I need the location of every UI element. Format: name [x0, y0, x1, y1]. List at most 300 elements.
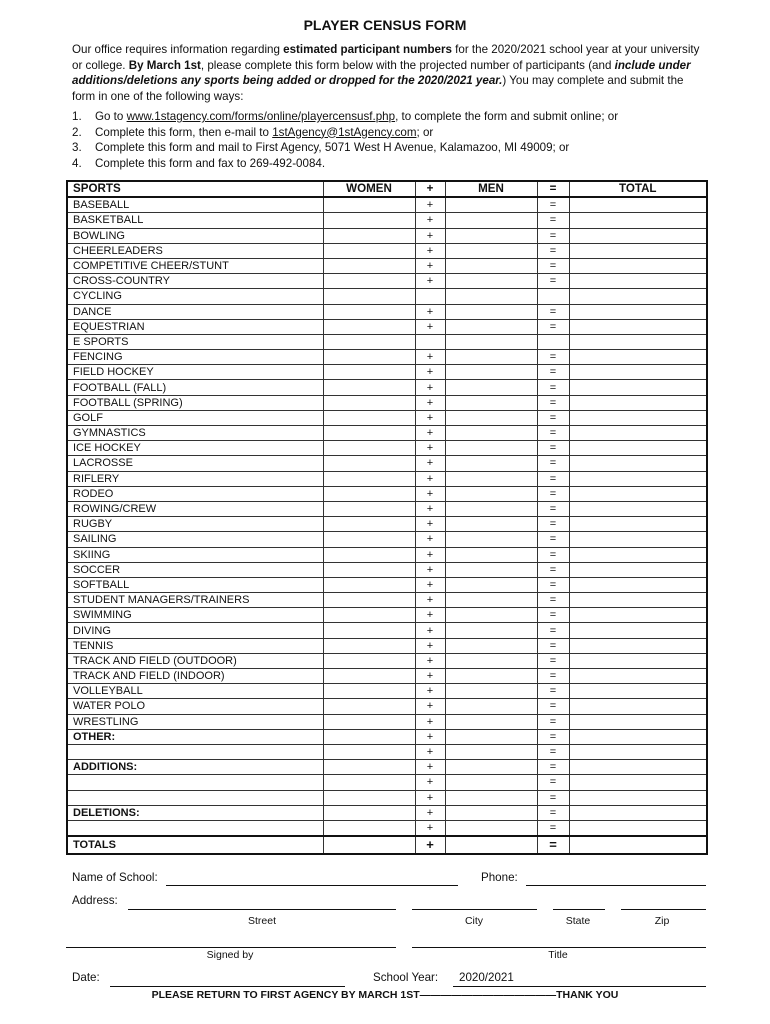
plus-sign: [415, 289, 445, 304]
total-count-cell[interactable]: [569, 593, 707, 608]
women-count-cell[interactable]: [323, 456, 415, 471]
men-count-cell[interactable]: [445, 258, 537, 273]
table-row: [67, 213, 707, 228]
sport-name-cell: LACROSSE: [67, 456, 323, 471]
table-header-row: [67, 181, 707, 197]
table-row: [67, 350, 707, 365]
plus-sign: +: [415, 790, 445, 805]
women-count-cell[interactable]: [323, 228, 415, 243]
sport-name-cell: ROWING/CREW: [67, 501, 323, 516]
plus-sign: +: [415, 699, 445, 714]
sport-name-cell: FENCING: [67, 350, 323, 365]
table-row: [67, 471, 707, 486]
sport-name-cell: [67, 744, 323, 759]
plus-sign: +: [415, 805, 445, 820]
men-count-cell[interactable]: [445, 213, 537, 228]
intro-text-4: ) You may complete and submit the form in one of the following ways:: [72, 74, 684, 103]
equals-sign: =: [537, 213, 569, 228]
women-count-cell[interactable]: [323, 365, 415, 380]
men-count-cell[interactable]: [445, 365, 537, 380]
state-field[interactable]: [553, 909, 605, 910]
title-field[interactable]: [412, 947, 706, 948]
form-title: PLAYER CENSUS FORM: [303, 17, 467, 33]
total-count-cell[interactable]: [569, 243, 707, 258]
equals-sign: =: [537, 532, 569, 547]
school-name-label: Name of School:: [72, 871, 158, 884]
plus-sign: +: [415, 243, 445, 258]
men-count-cell[interactable]: [445, 729, 537, 744]
total-count-cell[interactable]: [569, 486, 707, 501]
table-row: [67, 638, 707, 653]
total-count-cell[interactable]: [569, 684, 707, 699]
total-count-cell[interactable]: [569, 517, 707, 532]
sport-name-cell: SOCCER: [67, 562, 323, 577]
plus-sign: +: [415, 562, 445, 577]
women-count-cell[interactable]: [323, 729, 415, 744]
plus-sign: +: [415, 623, 445, 638]
total-count-cell[interactable]: [569, 669, 707, 684]
plus-sign: +: [415, 258, 445, 273]
women-count-cell[interactable]: [323, 486, 415, 501]
plus-sign: +: [415, 608, 445, 623]
women-count-cell[interactable]: [323, 501, 415, 516]
table-row: [67, 243, 707, 258]
equals-sign: =: [537, 243, 569, 258]
sport-name-cell: VOLLEYBALL: [67, 684, 323, 699]
total-count-cell[interactable]: [569, 213, 707, 228]
list-number: 2.: [72, 125, 82, 139]
total-count-cell[interactable]: [569, 304, 707, 319]
list-number: 3.: [72, 141, 82, 154]
header-sports: SPORTS: [67, 181, 323, 197]
table-row: [67, 729, 707, 744]
women-count-cell[interactable]: [323, 532, 415, 547]
header-equals: =: [537, 181, 569, 197]
women-count-cell[interactable]: [323, 319, 415, 334]
equals-sign: =: [537, 365, 569, 380]
plus-sign: +: [415, 760, 445, 775]
total-count-cell[interactable]: [569, 350, 707, 365]
sport-name-cell: CROSS-COUNTRY: [67, 274, 323, 289]
sport-name-cell: SAILING: [67, 532, 323, 547]
table-row: [67, 714, 707, 729]
men-count-cell[interactable]: [445, 593, 537, 608]
plus-sign: +: [415, 304, 445, 319]
women-count-cell[interactable]: [323, 334, 415, 349]
women-count-cell[interactable]: [323, 289, 415, 304]
women-count-cell[interactable]: [323, 517, 415, 532]
women-count-cell[interactable]: [323, 243, 415, 258]
plus-sign: +: [415, 653, 445, 668]
women-total-cell[interactable]: [323, 836, 415, 854]
table-row: [67, 197, 707, 213]
equals-sign: =: [537, 760, 569, 775]
men-count-cell[interactable]: [445, 562, 537, 577]
total-count-cell[interactable]: [569, 501, 707, 516]
total-count-cell[interactable]: [569, 334, 707, 349]
table-row: [67, 562, 707, 577]
phone-label: Phone:: [481, 871, 518, 884]
men-total-cell[interactable]: [445, 836, 537, 854]
total-count-cell[interactable]: [569, 562, 707, 577]
men-count-cell[interactable]: [445, 577, 537, 592]
plus-sign: +: [415, 684, 445, 699]
women-count-cell[interactable]: [323, 669, 415, 684]
plus-sign: +: [415, 410, 445, 425]
plus-sign: +: [415, 274, 445, 289]
equals-sign: =: [537, 456, 569, 471]
men-count-cell[interactable]: [445, 274, 537, 289]
total-count-cell[interactable]: [569, 365, 707, 380]
table-row: [67, 426, 707, 441]
women-count-cell[interactable]: [323, 760, 415, 775]
equals-sign: =: [537, 562, 569, 577]
plus-sign: +: [415, 501, 445, 516]
men-count-cell[interactable]: [445, 790, 537, 805]
women-count-cell[interactable]: [323, 699, 415, 714]
total-count-cell[interactable]: [569, 760, 707, 775]
men-count-cell[interactable]: [445, 456, 537, 471]
sport-name-cell: DELETIONS:: [67, 805, 323, 820]
list-text: Go to: [95, 110, 127, 123]
women-count-cell[interactable]: [323, 380, 415, 395]
table-row: [67, 684, 707, 699]
equals-sign: =: [537, 836, 569, 854]
plus-sign: +: [415, 638, 445, 653]
sport-name-cell: [67, 775, 323, 790]
women-count-cell[interactable]: [323, 562, 415, 577]
sport-name-cell: STUDENT MANAGERS/TRAINERS: [67, 593, 323, 608]
equals-sign: =: [537, 638, 569, 653]
table-row: [67, 608, 707, 623]
men-count-cell[interactable]: [445, 638, 537, 653]
equals-sign: =: [537, 441, 569, 456]
equals-sign: =: [537, 410, 569, 425]
plus-sign: +: [415, 577, 445, 592]
table-row: [67, 289, 707, 304]
list-text: Complete this form and mail to First Agency, 5071 West H Avenue, Kalamazoo, MI 49009; or: [95, 141, 570, 154]
men-count-cell[interactable]: [445, 243, 537, 258]
plus-sign: +: [415, 441, 445, 456]
total-count-cell[interactable]: [569, 228, 707, 243]
signature-field[interactable]: [66, 947, 396, 948]
women-count-cell[interactable]: [323, 805, 415, 820]
total-count-cell[interactable]: [569, 426, 707, 441]
women-count-cell[interactable]: [323, 441, 415, 456]
equals-sign: =: [537, 805, 569, 820]
sport-name-cell: TRACK AND FIELD (OUTDOOR): [67, 653, 323, 668]
equals-sign: =: [537, 608, 569, 623]
men-count-cell[interactable]: [445, 684, 537, 699]
plus-sign: +: [415, 471, 445, 486]
women-count-cell[interactable]: [323, 350, 415, 365]
total-count-cell[interactable]: [569, 197, 707, 213]
men-count-cell[interactable]: [445, 289, 537, 304]
men-count-cell[interactable]: [445, 714, 537, 729]
table-row: [67, 441, 707, 456]
total-count-cell[interactable]: [569, 608, 707, 623]
equals-sign: =: [537, 577, 569, 592]
men-count-cell[interactable]: [445, 197, 537, 213]
intro-bold-1: estimated participant numbers: [283, 43, 452, 56]
header-plus: +: [415, 181, 445, 197]
email-link[interactable]: 1stAgency@1stAgency.com: [272, 125, 417, 139]
sport-name-cell: WATER POLO: [67, 699, 323, 714]
men-count-cell[interactable]: [445, 228, 537, 243]
men-count-cell[interactable]: [445, 350, 537, 365]
grand-total-cell[interactable]: [569, 836, 707, 854]
men-count-cell[interactable]: [445, 532, 537, 547]
plus-sign: +: [415, 365, 445, 380]
date-field[interactable]: [110, 986, 345, 987]
men-count-cell[interactable]: [445, 608, 537, 623]
zip-caption: Zip: [654, 915, 670, 927]
women-count-cell[interactable]: [323, 790, 415, 805]
date-label: Date:: [72, 971, 100, 984]
men-count-cell[interactable]: [445, 395, 537, 410]
women-count-cell[interactable]: [323, 577, 415, 592]
zip-field[interactable]: [621, 909, 706, 910]
sport-name-cell: RUGBY: [67, 517, 323, 532]
women-count-cell[interactable]: [323, 274, 415, 289]
table-row: [67, 228, 707, 243]
total-count-cell[interactable]: [569, 638, 707, 653]
total-count-cell[interactable]: [569, 547, 707, 562]
sport-name-cell: DIVING: [67, 623, 323, 638]
sport-name-cell: SOFTBALL: [67, 577, 323, 592]
total-count-cell[interactable]: [569, 380, 707, 395]
equals-sign: =: [537, 669, 569, 684]
plus-sign: +: [415, 456, 445, 471]
plus-sign: +: [415, 197, 445, 213]
header-total: TOTAL: [569, 181, 707, 197]
total-count-cell[interactable]: [569, 744, 707, 759]
men-count-cell[interactable]: [445, 547, 537, 562]
total-count-cell[interactable]: [569, 274, 707, 289]
table-row: [67, 775, 707, 790]
state-caption: State: [565, 915, 591, 927]
equals-sign: =: [537, 501, 569, 516]
men-count-cell[interactable]: [445, 304, 537, 319]
women-count-cell[interactable]: [323, 304, 415, 319]
sport-name-cell: RODEO: [67, 486, 323, 501]
school-year-value: 2020/2021: [459, 971, 514, 984]
men-count-cell[interactable]: [445, 805, 537, 820]
total-count-cell[interactable]: [569, 441, 707, 456]
women-count-cell[interactable]: [323, 638, 415, 653]
plus-sign: +: [415, 744, 445, 759]
total-count-cell[interactable]: [569, 775, 707, 790]
equals-sign: =: [537, 228, 569, 243]
header-women: WOMEN: [323, 181, 415, 197]
plus-sign: +: [415, 319, 445, 334]
women-count-cell[interactable]: [323, 608, 415, 623]
list-text: ; or: [416, 125, 434, 139]
men-count-cell[interactable]: [445, 441, 537, 456]
women-count-cell[interactable]: [323, 258, 415, 273]
men-count-cell[interactable]: [445, 820, 537, 836]
equals-sign: =: [537, 593, 569, 608]
total-count-cell[interactable]: [569, 699, 707, 714]
women-count-cell[interactable]: [323, 213, 415, 228]
women-count-cell[interactable]: [323, 197, 415, 213]
men-count-cell[interactable]: [445, 334, 537, 349]
sport-name-cell: FIELD HOCKEY: [67, 365, 323, 380]
total-count-cell[interactable]: [569, 577, 707, 592]
header-men: MEN: [445, 181, 537, 197]
table-row: [67, 410, 707, 425]
equals-sign: =: [537, 653, 569, 668]
intro-paragraph: [72, 42, 702, 104]
sport-name-cell: TRACK AND FIELD (INDOOR): [67, 669, 323, 684]
sport-name-cell: SKIING: [67, 547, 323, 562]
total-count-cell[interactable]: [569, 319, 707, 334]
sport-name-cell: [67, 790, 323, 805]
list-number: 1.: [72, 110, 82, 123]
phone-field[interactable]: [526, 885, 706, 886]
plus-sign: +: [415, 426, 445, 441]
women-count-cell[interactable]: [323, 684, 415, 699]
school-year-field[interactable]: [453, 986, 706, 987]
equals-sign: =: [537, 699, 569, 714]
sport-name-cell: FOOTBALL (FALL): [67, 380, 323, 395]
men-count-cell[interactable]: [445, 653, 537, 668]
men-count-cell[interactable]: [445, 501, 537, 516]
plus-sign: +: [415, 714, 445, 729]
totals-row: [67, 836, 707, 854]
men-count-cell[interactable]: [445, 486, 537, 501]
submission-ways-list: [72, 109, 618, 171]
equals-sign: =: [537, 197, 569, 213]
men-count-cell[interactable]: [445, 426, 537, 441]
total-count-cell[interactable]: [569, 471, 707, 486]
sport-name-cell: OTHER:: [67, 729, 323, 744]
intro-text-3: , please complete this form below with the projected number of participants (and: [200, 58, 615, 72]
sport-name-cell: ICE HOCKEY: [67, 441, 323, 456]
street-field[interactable]: [128, 909, 396, 910]
equals-sign: =: [537, 714, 569, 729]
table-row: [67, 623, 707, 638]
table-row: [67, 517, 707, 532]
men-count-cell[interactable]: [445, 471, 537, 486]
intro-italic-note: include under additions/deletions any sports being added or dropped for the 2020/2021 year.: [72, 58, 691, 87]
equals-sign: =: [537, 350, 569, 365]
table-row: [67, 805, 707, 820]
women-count-cell[interactable]: [323, 410, 415, 425]
table-row: [67, 547, 707, 562]
equals-sign: =: [537, 319, 569, 334]
total-count-cell[interactable]: [569, 289, 707, 304]
men-count-cell[interactable]: [445, 775, 537, 790]
table-row: [67, 669, 707, 684]
list-item: [72, 109, 618, 125]
women-count-cell[interactable]: [323, 623, 415, 638]
website-link[interactable]: www.1stagency.com/forms/online/playercensusf.php: [126, 110, 396, 123]
sport-name-cell: GYMNASTICS: [67, 426, 323, 441]
total-count-cell[interactable]: [569, 653, 707, 668]
total-count-cell[interactable]: [569, 729, 707, 744]
women-count-cell[interactable]: [323, 653, 415, 668]
women-count-cell[interactable]: [323, 714, 415, 729]
table-row: [67, 365, 707, 380]
sport-name-cell: WRESTLING: [67, 714, 323, 729]
list-text: Complete this form, then e-mail to: [95, 125, 273, 139]
sport-name-cell: SWIMMING: [67, 608, 323, 623]
table-row: [67, 653, 707, 668]
women-count-cell[interactable]: [323, 775, 415, 790]
men-count-cell[interactable]: [445, 380, 537, 395]
sport-name-cell: E SPORTS: [67, 334, 323, 349]
sport-name-cell: BOWLING: [67, 228, 323, 243]
city-field[interactable]: [412, 909, 537, 910]
intro-deadline: By March 1st: [128, 58, 201, 72]
men-count-cell[interactable]: [445, 669, 537, 684]
total-count-cell[interactable]: [569, 456, 707, 471]
total-count-cell[interactable]: [569, 623, 707, 638]
plus-sign: +: [415, 228, 445, 243]
sport-name-cell: ADDITIONS:: [67, 760, 323, 775]
sport-name-cell: BASKETBALL: [67, 213, 323, 228]
plus-sign: +: [415, 729, 445, 744]
plus-sign: [415, 334, 445, 349]
list-number: 4.: [72, 156, 82, 170]
plus-sign: +: [415, 532, 445, 547]
sport-name-cell: DANCE: [67, 304, 323, 319]
table-row: [67, 258, 707, 273]
men-count-cell[interactable]: [445, 517, 537, 532]
men-count-cell[interactable]: [445, 760, 537, 775]
women-count-cell[interactable]: [323, 547, 415, 562]
plus-sign: +: [415, 820, 445, 836]
total-count-cell[interactable]: [569, 258, 707, 273]
plus-sign: +: [415, 213, 445, 228]
street-caption: Street: [247, 915, 276, 927]
total-count-cell[interactable]: [569, 790, 707, 805]
women-count-cell[interactable]: [323, 593, 415, 608]
women-count-cell[interactable]: [323, 426, 415, 441]
men-count-cell[interactable]: [445, 319, 537, 334]
school-name-field[interactable]: [166, 885, 458, 886]
table-row: [67, 820, 707, 836]
total-count-cell[interactable]: [569, 714, 707, 729]
total-count-cell[interactable]: [569, 410, 707, 425]
equals-sign: =: [537, 517, 569, 532]
list-item: [72, 140, 618, 156]
table-row: [67, 760, 707, 775]
intro-text-2: for the 2020/2021 school year at your university or college.: [72, 43, 700, 72]
men-count-cell[interactable]: [445, 744, 537, 759]
plus-sign: +: [415, 486, 445, 501]
sport-name-cell: EQUESTRIAN: [67, 319, 323, 334]
men-count-cell[interactable]: [445, 623, 537, 638]
women-count-cell[interactable]: [323, 744, 415, 759]
total-count-cell[interactable]: [569, 805, 707, 820]
equals-sign: =: [537, 304, 569, 319]
totals-label: TOTALS: [67, 836, 323, 854]
women-count-cell[interactable]: [323, 471, 415, 486]
men-count-cell[interactable]: [445, 410, 537, 425]
equals-sign: =: [537, 274, 569, 289]
total-count-cell[interactable]: [569, 532, 707, 547]
equals-sign: =: [537, 547, 569, 562]
women-count-cell[interactable]: [323, 820, 415, 836]
sport-name-cell: TENNIS: [67, 638, 323, 653]
equals-sign: =: [537, 729, 569, 744]
total-count-cell[interactable]: [569, 395, 707, 410]
women-count-cell[interactable]: [323, 395, 415, 410]
men-count-cell[interactable]: [445, 699, 537, 714]
total-count-cell[interactable]: [569, 820, 707, 836]
